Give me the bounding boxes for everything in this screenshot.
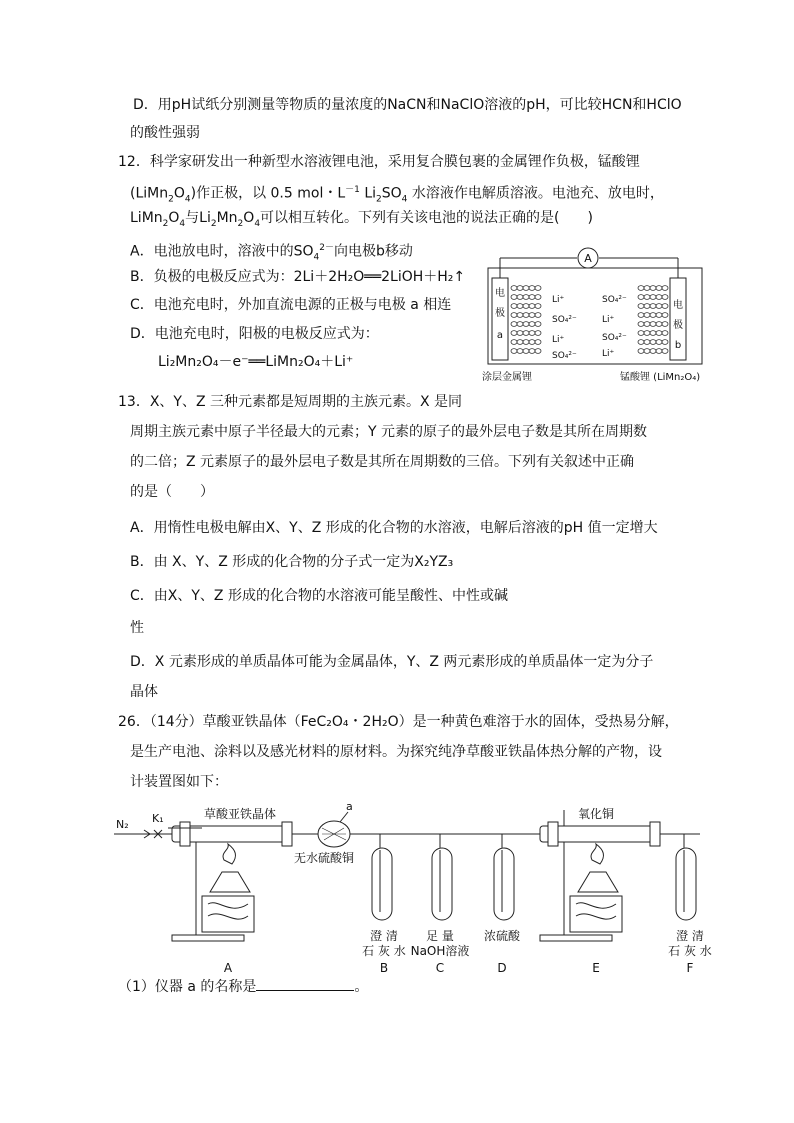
- coating-bead: [535, 313, 541, 318]
- electrode-a-char2: 极: [495, 308, 505, 319]
- ion-right-2: Li⁺: [602, 315, 615, 325]
- coating-bead: [662, 304, 668, 309]
- electrode-b-char2: 极: [673, 320, 683, 331]
- q13-option-c-line1: C．由X、Y、Z 形成的化合物的水溶液可能呈酸性、中性或碱: [130, 588, 508, 604]
- q13-stem-line3: 的二倍；Z 元素原子的最外层电子数是其所在周期数的三倍。下列有关叙述中正确: [130, 454, 635, 470]
- coating-bead: [650, 349, 656, 354]
- q12-option-d: D．电池充电时，阳极的电极反应式为：: [130, 326, 379, 342]
- test-tube-b: [372, 848, 392, 920]
- coating-bead: [511, 304, 517, 309]
- coating-bead: [644, 304, 650, 309]
- q12-option-a: A．电池放电时，溶液中的$SO_4^{2-}$向电极b移动: [130, 243, 413, 263]
- coating-bead: [523, 340, 529, 345]
- coating-bead: [511, 322, 517, 327]
- coating-bead: [535, 349, 541, 354]
- label-c-line1: 足 量: [426, 929, 454, 943]
- q13-option-a: A．用惰性电极电解由X、Y、Z 形成的化合物的水溶液，电解后溶液的pH 值一定增大: [130, 520, 658, 536]
- coating-bead: [644, 286, 650, 291]
- battery-diagram: [478, 244, 718, 386]
- coating-bead: [656, 304, 662, 309]
- coating-bead: [529, 304, 535, 309]
- ammeter-label: A: [584, 252, 592, 265]
- coating-bead: [638, 349, 644, 354]
- letter-b: B: [379, 961, 389, 975]
- coating-bead: [650, 304, 656, 309]
- coating-bead: [529, 331, 535, 336]
- q13-option-d-line1: D．X 元素形成的单质晶体可能为金属晶体，Y、Z 两元素形成的单质晶体一定为分子: [130, 654, 654, 670]
- coating-bead: [662, 313, 668, 318]
- coating-bead: [650, 340, 656, 345]
- coating-bead: [535, 304, 541, 309]
- coating-bead: [535, 340, 541, 345]
- coating-bead: [529, 286, 535, 291]
- label-f-line2: 石 灰 水: [668, 944, 712, 958]
- q13-option-c-line2: 性: [130, 620, 144, 636]
- label-n2: N₂: [116, 818, 129, 831]
- label-b-line1: 澄 清: [370, 929, 398, 943]
- label-cuo: 氧化铜: [578, 807, 615, 821]
- q13-option-d-line2: 晶体: [130, 684, 158, 700]
- coating-bead: [523, 313, 529, 318]
- q26-stem-line1: 26．（14分）草酸亚铁晶体（FeC₂O₄・2H₂O）是一种黄色难溶于水的固体，受热易分解，: [118, 714, 679, 730]
- coating-bead: [517, 304, 523, 309]
- coating-bead: [535, 295, 541, 300]
- electrode-b-char3: b: [674, 340, 682, 351]
- coating-bead: [523, 286, 529, 291]
- q12-stem-line1: 12．科学家研发出一种新型水溶液锂电池，采用复合膜包裹的金属锂作负极，锰酸锂: [118, 154, 640, 170]
- coating-bead: [535, 331, 541, 336]
- coating-bead: [517, 340, 523, 345]
- label-d: 浓硫酸: [483, 929, 521, 943]
- ion-left-2: SO₄²⁻: [552, 315, 577, 325]
- q12-stem-line3: $LiMn_2O_4$与$Li_2Mn_2O_4$可以相互转化。下列有关该电池的说法正确的是( ): [130, 210, 593, 229]
- q13-stem-line4: 的是（ ）: [130, 484, 214, 500]
- coating-bead: [511, 349, 517, 354]
- coating-bead: [529, 340, 535, 345]
- apparatus-diagram: [110, 800, 720, 978]
- coating-bead: [644, 313, 650, 318]
- q13-stem-line2: 周期主族元素中原子半径最大的元素；Y 元素的原子的最外层电子数是其所在周期数: [130, 424, 647, 440]
- coating-bead: [511, 295, 517, 300]
- coating-bead: [638, 331, 644, 336]
- letter-a: A: [223, 961, 233, 975]
- ion-left-3: Li⁺: [552, 335, 565, 345]
- coating-bead: [638, 313, 644, 318]
- coating-bead: [517, 286, 523, 291]
- q12-option-c: C．电池充电时，外加直流电源的正极与电极 a 相连: [130, 297, 452, 313]
- q26-stem-line3: 计装置图如下：: [130, 774, 228, 790]
- coating-bead: [535, 322, 541, 327]
- coating-bead: [650, 322, 656, 327]
- coating-bead: [523, 331, 529, 336]
- coating-bead: [650, 313, 656, 318]
- q12-stem-line2: $(LiMn_2O_4)$作正极，以 0.5 mol・$L^{-1}$ $Li_2SO_4$ 水溶液作电解质溶液。电池充、放电时，: [130, 185, 664, 205]
- coating-bead: [638, 340, 644, 345]
- ion-left-1: Li⁺: [552, 295, 565, 305]
- label-k1: K₁: [152, 812, 164, 825]
- q12-option-b: B．负极的电极反应式为：2Li＋2H₂O══2LiOH＋H₂↑: [130, 269, 466, 285]
- coating-bead: [662, 340, 668, 345]
- answer-blank[interactable]: [256, 976, 354, 991]
- q26-sub1: （1）仪器 a 的名称是 。: [118, 976, 368, 997]
- q26-stem-line2: 是生产电池、涂料以及感光材料的原材料。为探究纯净草酸亚铁晶体热分解的产物，设: [130, 744, 662, 760]
- coating-bead: [662, 322, 668, 327]
- ion-right-3: SO₄²⁻: [602, 333, 627, 343]
- coating-bead: [638, 322, 644, 327]
- test-tube-d: [494, 848, 514, 920]
- coating-bead: [517, 313, 523, 318]
- ion-right-1: SO₄²⁻: [602, 295, 627, 305]
- alcohol-lamp-e-icon: [578, 872, 618, 892]
- coating-bead: [644, 349, 650, 354]
- q12-option-d-equation: Li₂Mn₂O₄－e⁻══LiMn₂O₄＋Li⁺: [158, 354, 354, 370]
- coating-bead: [523, 322, 529, 327]
- coating-bead: [656, 331, 662, 336]
- coating-bead: [662, 349, 668, 354]
- coating-bead: [638, 304, 644, 309]
- label-coated-lithium: 涂层金属锂: [482, 372, 532, 383]
- coating-bead: [511, 331, 517, 336]
- coating-bead: [511, 340, 517, 345]
- alcohol-lamp-a-icon: [210, 872, 250, 892]
- label-limn2o4: 锰酸锂 (LiMn₂O₄): [620, 372, 701, 383]
- q11-option-d-line2: 的酸性强弱: [130, 125, 200, 141]
- label-f-line1: 澄 清: [676, 929, 704, 943]
- coating-bead: [656, 286, 662, 291]
- coating-bead: [529, 349, 535, 354]
- label-c-line2: NaOH溶液: [410, 944, 470, 958]
- coating-bead: [656, 322, 662, 327]
- letter-c: C: [435, 961, 445, 975]
- coating-bead: [511, 286, 517, 291]
- letter-f: F: [686, 961, 694, 975]
- coating-bead: [644, 340, 650, 345]
- coating-bead: [656, 313, 662, 318]
- coating-bead: [517, 349, 523, 354]
- coating-bead: [529, 313, 535, 318]
- coating-bead: [529, 295, 535, 300]
- letter-d: D: [497, 961, 507, 975]
- q13-stem-line1: 13．X、Y、Z 三种元素都是短周期的主族元素。X 是同: [118, 394, 463, 410]
- q13-option-b: B．由 X、Y、Z 形成的化合物的分子式一定为X₂YZ₃: [130, 554, 454, 570]
- electrode-a-char3: a: [496, 330, 504, 341]
- coating-bead: [517, 322, 523, 327]
- coating-bead: [517, 331, 523, 336]
- coating-bead: [662, 295, 668, 300]
- coating-bead: [523, 304, 529, 309]
- coating-beads-left: [511, 286, 541, 354]
- electrode-b-char1: 电: [673, 300, 683, 311]
- test-tube-c: [432, 848, 452, 920]
- coating-bead: [662, 286, 668, 291]
- ion-left-4: SO₄²⁻: [552, 351, 577, 361]
- q11-option-d-line1: D．用pH试纸分别测量等物质的量浓度的NaCN和NaClO溶液的pH，可比较HCN和HClO: [133, 97, 682, 113]
- letter-e: E: [592, 961, 600, 975]
- coating-bead: [511, 313, 517, 318]
- coating-bead: [662, 331, 668, 336]
- coating-bead: [517, 295, 523, 300]
- coating-bead: [523, 295, 529, 300]
- coating-bead: [644, 295, 650, 300]
- coating-bead: [638, 295, 644, 300]
- label-a: a: [346, 800, 353, 813]
- ion-right-4: Li⁺: [602, 349, 615, 359]
- label-cuso4: 无水硫酸铜: [294, 851, 355, 865]
- coating-beads-right: [638, 286, 668, 354]
- electrode-a-char1: 电: [495, 288, 505, 299]
- coating-bead: [656, 295, 662, 300]
- coating-bead: [656, 349, 662, 354]
- coating-bead: [650, 331, 656, 336]
- coating-bead: [529, 322, 535, 327]
- coating-bead: [644, 322, 650, 327]
- label-b-line2: 石 灰 水: [362, 944, 406, 958]
- coating-bead: [644, 331, 650, 336]
- label-crystal: 草酸亚铁晶体: [204, 807, 277, 821]
- test-tube-f: [676, 848, 696, 920]
- coating-bead: [656, 340, 662, 345]
- coating-bead: [638, 286, 644, 291]
- coating-bead: [523, 349, 529, 354]
- coating-bead: [535, 286, 541, 291]
- coating-bead: [650, 295, 656, 300]
- coating-bead: [650, 286, 656, 291]
